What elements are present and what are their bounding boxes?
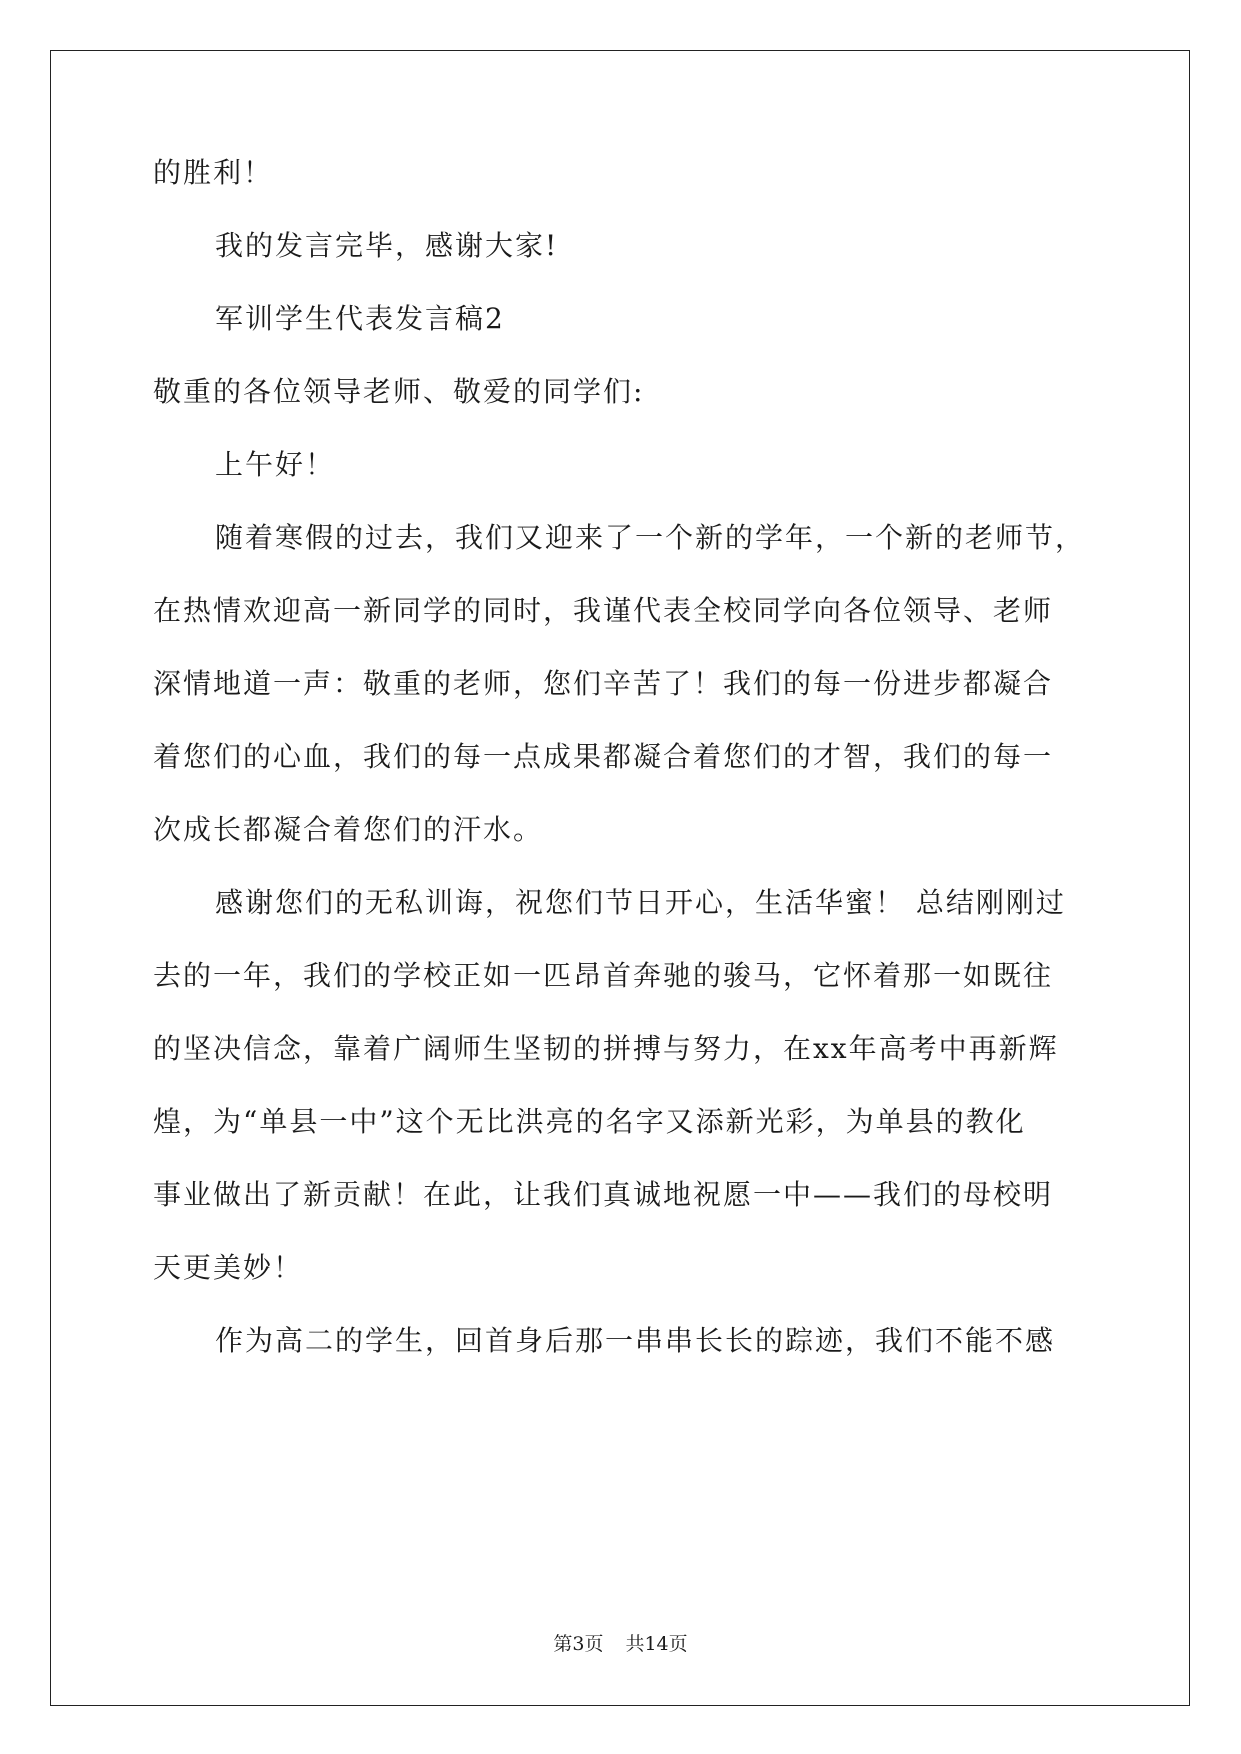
text-line: 次成长都凝合着您们的汗水。 [153, 813, 544, 846]
text-line: 作为高二的学生，回首身后那一串串长长的踪迹，我们不能不感 [215, 1324, 1056, 1357]
text-line: 天更美妙！ [153, 1251, 304, 1284]
text-line: 事业做出了新贡献！在此，让我们真诚地祝愿一中——我们的母校明 [153, 1178, 1054, 1211]
salutation: 敬重的各位领导老师、敬爱的同学们: [153, 375, 645, 408]
text-line: 上午好！ [215, 448, 336, 481]
text-line: 的胜利！ [153, 156, 274, 189]
text-line: 深情地道一声：敬重的老师，您们辛苦了！我们的每一份进步都凝合 [153, 667, 1054, 700]
text-line: 去的一年，我们的学校正如一匹昂首奔驰的骏马，它怀着那一如既往 [153, 959, 1054, 992]
text-line: 我的发言完毕，感谢大家! [215, 229, 559, 262]
text-line: 感谢您们的无私训诲，祝您们节日开心，生活华蜜！ 总结刚刚过 [215, 886, 1066, 919]
text-line: 着您们的心血，我们的每一点成果都凝合着您们的才智，我们的每一 [153, 740, 1054, 773]
page-border [50, 50, 1190, 1706]
page-total: 共14页 [625, 1633, 688, 1655]
text-line: 煌，为“单县一中”这个无比洪亮的名字又添新光彩，为单县的教化 [153, 1105, 1026, 1138]
page-number: 第3页 [553, 1633, 604, 1655]
page-footer [0, 1632, 1241, 1656]
text-line: 的坚决信念，靠着广阔师生坚韧的拼搏与努力，在xx年高考中再新辉 [153, 1032, 1059, 1065]
text-line: 随着寒假的过去，我们又迎来了一个新的学年，一个新的老师节， [215, 521, 1086, 554]
text-line: 在热情欢迎高一新同学的同时，我谨代表全校同学向各位领导、老师 [153, 594, 1054, 627]
section-heading: 军训学生代表发言稿2 [215, 302, 505, 335]
